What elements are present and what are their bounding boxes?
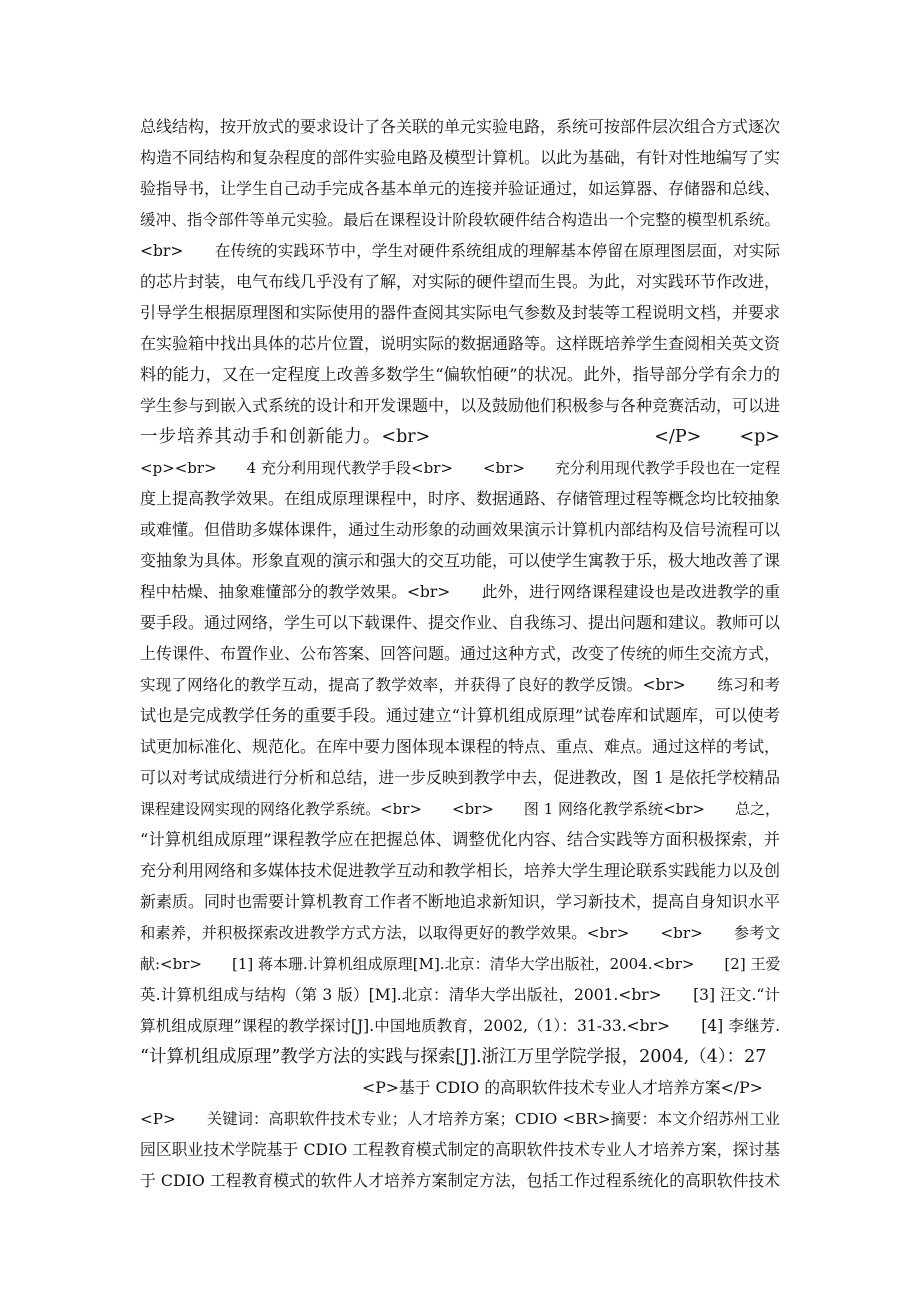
section-title: <P>基于 CDIO 的高职软件技术专业人才培养方案</P> [362,1078,763,1097]
text-line: 园区职业技术学院基于 CDIO 工程教育模式制定的高职软件技术专业人才培养方案，探讨基 [140,1140,780,1159]
text-line: 英.计算机组成与结构（第 3 版）[M].北京：清华大学出版社，2001.<br> [3] 汪文.“计 [140,986,780,1004]
text-line: 缓冲、指令部件等单元实验。最后在课程设计阶段软硬件结合构造出一个完整的模型机系统。 [140,211,780,229]
text-line: 的芯片封装，电气布线几乎没有了解，对实际的硬件望而生畏。为此，对实践环节作改进， [140,272,781,291]
text-line: 于 CDIO 工程教育模式的软件人才培养方案制定方法，包括工作过程系统化的高职软件技术 [140,1171,780,1190]
text-line: 课程建设网实现的网络化教学系统。<br> <br> 图 1 网络化教学系统<br> 总之， [140,800,780,818]
text-line: 要手段。通过网络，学生可以下载课件、提交作业、自我练习、提出问题和建议。教师可以 [140,613,781,632]
text-line: 算机组成原理”课程的教学探讨[J].中国地质教育，2002,（1）：31-33.<br> [4] 李继芳. [140,1017,780,1035]
text-line: “计算机组成原理”课程教学应在把握总体、调整优化内容、结合实践等方面积极探索，并 [140,830,780,849]
text-line: 总线结构，按开放式的要求设计了各关联的单元实验电路，系统可按部件层次组合方式逐次 [140,117,781,136]
text-line: 实现了网络化的教学互动，提高了教学效率，并获得了良好的教学反馈。<br> 练习和考 [140,676,780,694]
text-line: 新素质。同时也需要计算机教育工作者不断地追求新知识，学习新技术，提高自身知识水平 [140,892,781,911]
text-line: 引导学生根据原理图和实际使用的器件查阅其实际电气参数及封装等工程说明文档，并要求 [140,303,781,322]
text-line: <br> 在传统的实践环节中，学生对硬件系统组成的理解基本停留在原理图层面，对实际 [140,242,780,260]
text-line: 上传课件、布置作业、公布答案、回答问题。通过这种方式，改变了传统的师生交流方式， [140,644,781,663]
text-line: 充分利用网络和多媒体技术促进教学互动和教学相长，培养大学生理论联系实践能力以及创 [140,861,781,880]
text-line: 或难懂。但借助多媒体课件，通过生动形象的动画效果演示计算机内部结构及信号流程可以 [140,520,781,539]
text-line: 学生参与到嵌入式系统的设计和开发课题中，以及鼓励他们积极参与各种竞赛活动，可以进 [140,396,781,415]
text-line: 一步培养其动手和创新能力。<br> </P> <p> [140,427,780,447]
text-line: “计算机组成原理”教学方法的实践与探索[J].浙江万里学院学报，2004,（4）：27 [140,1047,767,1067]
text-line: 验指导书，让学生自己动手完成各基本单元的连接并验证通过，如运算器、存储器和总线、 [140,179,781,198]
text-line: 变抽象为具体。形象直观的演示和强大的交互功能，可以使学生寓教于乐，极大地改善了课 [140,551,781,570]
text-line: 试也是完成教学任务的重要手段。通过建立“计算机组成原理”试卷库和试题库，可以使考 [140,706,780,725]
text-line: 和素养，并积极探索改进教学方式方法，以取得更好的教学效果。<br> <br> 参考文 [140,924,780,942]
text-line: 度上提高教学效果。在组成原理课程中，时序、数据通路、存储管理过程等概念均比较抽象 [140,489,781,508]
text-line: 试更加标准化、规范化。在库中要力图体现本课程的特点、重点、难点。通过这样的考试， [140,737,781,756]
text-line: <p><br> 4 充分利用现代教学手段<br> <br> 充分利用现代教学手段也在一定程 [140,459,780,477]
text-line: 料的能力，又在一定程度上改善多数学生“偏软怕硬”的状况。此外，指导部分学有余力的 [140,365,780,384]
text-line: 程中枯燥、抽象难懂部分的教学效果。<br> 此外，进行网络课程建设也是改进教学的重 [140,583,780,601]
text-line: 可以对考试成绩进行分析和总结，进一步反映到教学中去，促进教改，图 1 是依托学校精品 [140,768,780,787]
text-line: 构造不同结构和复杂程度的部件实验电路及模型计算机。以此为基础，有针对性地编写了实 [140,148,781,167]
text-line: 在实验箱中找出具体的芯片位置，说明实际的数据通路等。这样既培养学生查阅相关英文资 [140,334,781,353]
text-line: 献:<br> [1] 蒋本珊.计算机组成原理[M].北京：清华大学出版社，2004.<br> [2] 王爱 [140,955,781,973]
text-line: <P> 关键词：高职软件技术专业；人才培养方案；CDIO <BR>摘要：本文介绍苏州工业 [140,1110,780,1128]
